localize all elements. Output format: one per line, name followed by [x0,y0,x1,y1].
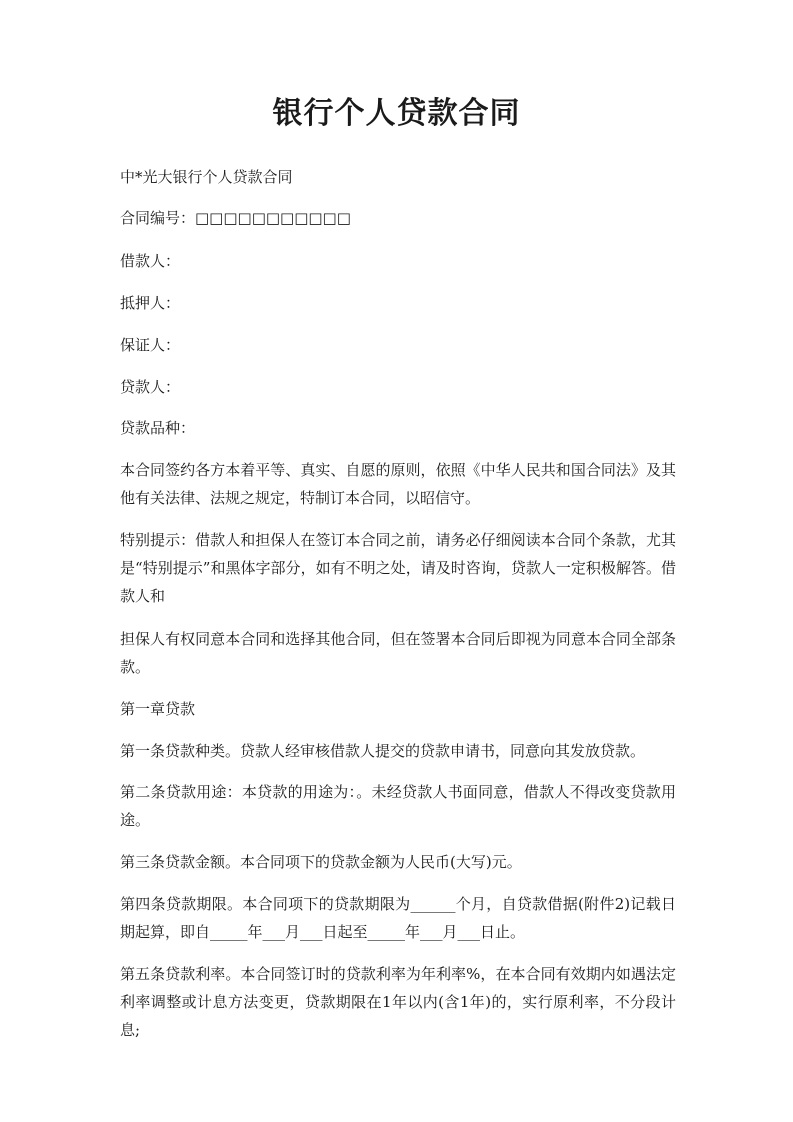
contract-number-line: 合同编号：□□□□□□□□□□□ [120,209,351,227]
article-four-paragraph: 第四条贷款期限。本合同项下的贷款期限为______个月，自贷款借据(附件2)记载日期起算，即自_____年___月___日起至_____年___月___日止。 [120,895,676,941]
document-title: 银行个人贷款合同 [272,96,521,131]
article-two-paragraph: 第二条贷款用途：本贷款的用途为：。未经贷款人书面同意，借款人不得改变贷款用途。 [120,783,676,829]
mortgagor-line: 抵押人： [120,294,181,312]
preamble-paragraph: 本合同签约各方本着平等、真实、自愿的原则，依照《中华人民共和国合同法》及其他有关法律、法规之规定，特制订本合同，以昭信守。 [120,461,676,507]
guarantor-line: 保证人： [120,336,181,354]
lender-line: 贷款人： [120,378,181,396]
article-one-paragraph: 第一条贷款种类。贷款人经审核借款人提交的贷款申请书，同意向其发放贷款。 [120,742,646,760]
loan-type-line: 贷款品种： [120,419,196,437]
article-five-paragraph: 第五条贷款利率。本合同签订时的贷款利率为年利率%，在本合同有效期内如遇法定利率调整或计息方法变更，贷款期限在1年以内(含1年)的，实行原利率，不分段计息; [120,965,676,1039]
bank-name-line: 中*光大银行个人贷款合同 [120,168,293,186]
special-notice-paragraph: 特别提示：借款人和担保人在签订本合同之前，请务必仔细阅读本合同个条款，尤其是“特别提示”和黑体字部分，如有不明之处，请及时咨询，贷款人一定积极解答。借款人和 [120,531,676,605]
borrower-line: 借款人： [120,252,181,270]
chapter-one-heading: 第一章贷款 [120,700,196,718]
guarantor-rights-paragraph: 担保人有权同意本合同和选择其他合同，但在签署本合同后即视为同意本合同全部条款。 [120,630,676,676]
article-three-paragraph: 第三条贷款金额。本合同项下的贷款金额为人民币(大写)元。 [120,853,522,871]
